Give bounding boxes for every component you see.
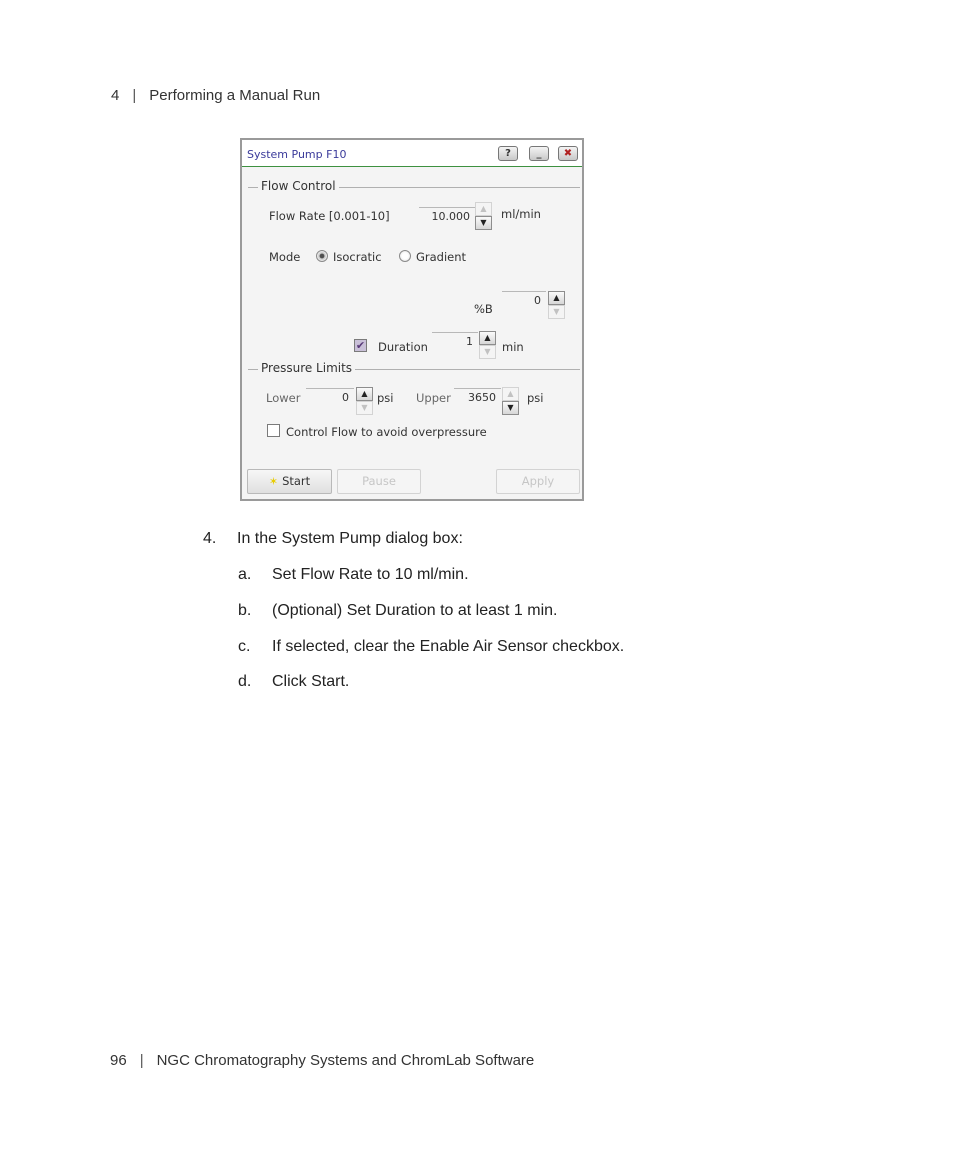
- header-page-number: 4: [111, 87, 120, 104]
- percent-b-label: %B: [474, 302, 493, 316]
- flow-rate-spinner[interactable]: [475, 202, 492, 230]
- duration-input[interactable]: 1: [432, 332, 478, 350]
- isocratic-label: Isocratic: [333, 250, 382, 264]
- step-intro: In the System Pump dialog box:: [237, 530, 463, 547]
- apply-button[interactable]: [496, 469, 580, 494]
- upper-spinner[interactable]: [502, 387, 519, 415]
- upper-input[interactable]: 3650: [454, 388, 501, 406]
- duration-label: Duration: [378, 340, 428, 354]
- flow-rate-input[interactable]: 10.000: [419, 207, 475, 225]
- header-title: Performing a Manual Run: [149, 87, 321, 104]
- help-icon: ?: [505, 148, 511, 159]
- upper-unit: psi: [527, 391, 544, 405]
- pause-button-label: Pause: [362, 474, 396, 488]
- duration-unit: min: [502, 340, 524, 354]
- footer-separator: |: [139, 1052, 144, 1069]
- flow-rate-down-icon[interactable]: ▼: [475, 216, 492, 230]
- flow-rate-up-icon[interactable]: ▲: [475, 202, 492, 216]
- pause-button[interactable]: [337, 469, 421, 494]
- help-button[interactable]: [498, 146, 518, 161]
- footer-page-number: 96: [110, 1052, 127, 1069]
- mode-label: Mode: [269, 250, 301, 264]
- close-icon: ✖: [563, 148, 573, 159]
- list-item-marker: a.: [238, 566, 252, 583]
- control-flow-checkbox[interactable]: [267, 424, 280, 437]
- list-item-marker: b.: [238, 602, 252, 619]
- upper-up-icon[interactable]: ▲: [502, 387, 519, 401]
- pressure-limits-group-label: Pressure Limits: [258, 361, 355, 375]
- percent-b-down-icon[interactable]: ▼: [548, 305, 565, 319]
- list-item-text: (Optional) Set Duration to at least 1 min.: [272, 602, 558, 619]
- lower-up-icon[interactable]: ▲: [356, 387, 373, 401]
- dialog-title: System Pump F10: [247, 148, 347, 161]
- lower-input[interactable]: 0: [306, 388, 354, 406]
- start-button[interactable]: [247, 469, 332, 494]
- system-pump-dialog: [240, 138, 584, 501]
- flow-rate-label: Flow Rate [0.001-10]: [269, 209, 390, 223]
- flow-rate-unit: ml/min: [501, 207, 541, 221]
- isocratic-radio[interactable]: [316, 250, 328, 262]
- minimize-icon: _: [536, 148, 542, 159]
- minimize-button[interactable]: [529, 146, 549, 161]
- start-button-label: Start: [282, 474, 311, 488]
- duration-up-icon[interactable]: ▲: [479, 331, 496, 345]
- gradient-label: Gradient: [416, 250, 467, 264]
- list-item-text: Set Flow Rate to 10 ml/min.: [272, 566, 469, 583]
- page-header: [111, 87, 320, 104]
- footer-title: NGC Chromatography Systems and ChromLab Software: [156, 1052, 535, 1069]
- start-icon: ✶: [268, 475, 279, 488]
- upper-down-icon[interactable]: ▼: [502, 401, 519, 415]
- lower-spinner[interactable]: [356, 387, 373, 415]
- step-number: 4.: [203, 530, 217, 547]
- percent-b-up-icon[interactable]: ▲: [548, 291, 565, 305]
- list-item-marker: d.: [238, 673, 252, 690]
- upper-label: Upper: [416, 391, 451, 405]
- duration-spinner[interactable]: [479, 331, 496, 359]
- lower-unit: psi: [377, 391, 394, 405]
- percent-b-spinner[interactable]: [548, 291, 565, 319]
- lower-down-icon[interactable]: ▼: [356, 401, 373, 415]
- apply-button-label: Apply: [521, 474, 555, 488]
- header-separator: |: [132, 87, 137, 104]
- control-flow-label: Control Flow to avoid overpressure: [286, 425, 487, 439]
- checkmark-icon: ✔: [355, 339, 366, 352]
- duration-checkbox[interactable]: [354, 339, 367, 352]
- close-button[interactable]: [558, 146, 578, 161]
- gradient-radio[interactable]: [399, 250, 411, 262]
- list-item-marker: c.: [238, 638, 251, 655]
- flow-control-group-label: Flow Control: [258, 179, 339, 193]
- dialog-titlebar: [242, 140, 582, 167]
- percent-b-input[interactable]: 0: [502, 291, 546, 309]
- page-footer: [110, 1052, 534, 1069]
- duration-down-icon[interactable]: ▼: [479, 345, 496, 359]
- list-item-text: Click Start.: [272, 673, 350, 690]
- list-item-text: If selected, clear the Enable Air Sensor checkbox.: [272, 638, 625, 655]
- lower-label: Lower: [266, 391, 301, 405]
